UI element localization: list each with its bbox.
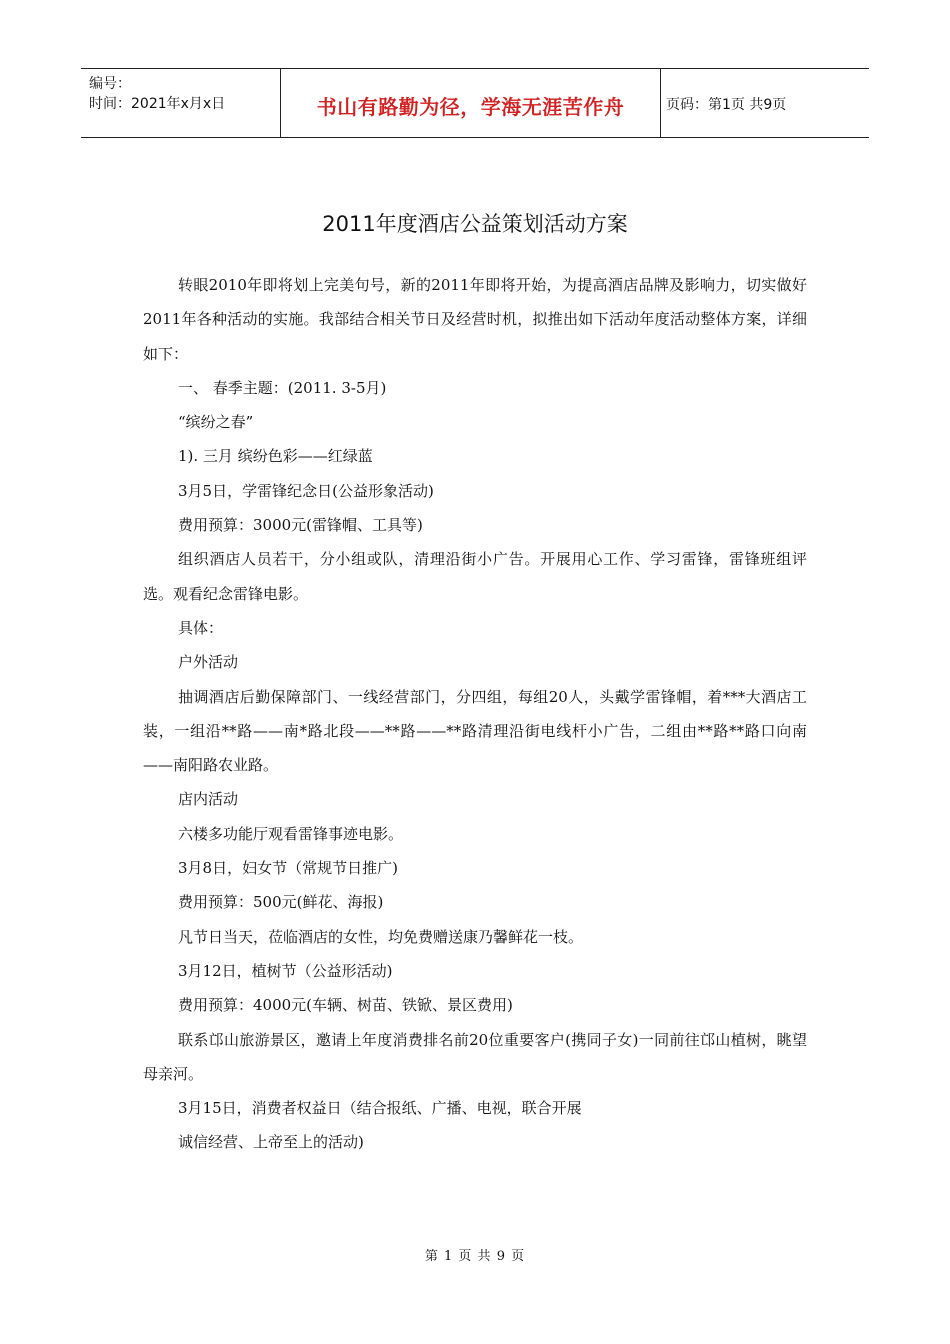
page-footer: 第 1 页 共 9 页 <box>424 1249 526 1264</box>
body-paragraph: 店内活动 <box>178 790 239 809</box>
time-label: 时间：2021年x月x日 <box>89 96 226 112</box>
body-paragraph: 一、 春季主题：(2011. 3-5月) <box>178 378 387 397</box>
body-paragraph: 费用预算：500元(鲜花、海报) <box>178 893 384 912</box>
body-paragraph: 转眼2010年即将划上完美句号，新的2011年即将开始，为提高酒店品牌及影响力，切实做好2011年各种活动的实施。我部结合相关节日及经营时机，拟推出如下活动年度活动整体方案，详细如下： <box>143 276 807 363</box>
document-header <box>81 68 869 138</box>
body-paragraph: 组织酒店人员若干，分小组或队，清理沿街小广告。开展用心工作、学习雷锋，雷锋班组评选。观看纪念雷锋电影。 <box>143 550 807 603</box>
document-body <box>143 268 807 1160</box>
body-paragraph: 六楼多功能厅观看雷锋事迹电影。 <box>178 824 404 843</box>
body-paragraph: 3月12日，植树节（公益形活动) <box>178 961 393 980</box>
body-paragraph: 3月15日，消费者权益日（结合报纸、广播、电视，联合开展 <box>178 1099 582 1118</box>
body-paragraph: 具体： <box>178 618 224 637</box>
body-paragraph: 3月8日，妇女节（常规节日推广) <box>178 859 398 878</box>
body-paragraph: 户外活动 <box>178 653 239 672</box>
document-title: 2011年度酒店公益策划活动方案 <box>322 212 628 236</box>
body-paragraph: 联系邙山旅游景区，邀请上年度消费排名前20位重要客户(携同子女)一同前往邙山植树，眺望母亲河。 <box>143 1030 807 1083</box>
body-paragraph: 费用预算：4000元(车辆、树苗、铁锨、景区费用) <box>178 996 513 1015</box>
header-page-info: 页码：第1页 共9页 <box>666 97 787 113</box>
header-meta <box>81 69 279 137</box>
header-motto: 书山有路勤为径，学海无涯苦作舟 <box>316 94 625 119</box>
header-page-cell <box>660 69 869 137</box>
number-label: 编号： <box>89 76 131 92</box>
body-paragraph: 诚信经营、上帝至上的活动) <box>178 1133 364 1152</box>
body-paragraph: 3月5日，学雷锋纪念日(公益形象活动) <box>178 481 434 500</box>
header-motto-cell <box>280 69 661 137</box>
body-paragraph: 1). 三月 缤纷色彩——红绿蓝 <box>178 447 373 466</box>
body-paragraph: 凡节日当天，莅临酒店的女性，均免费赠送康乃馨鲜花一枝。 <box>178 927 584 946</box>
body-paragraph: 抽调酒店后勤保障部门、一线经营部门，分四组，每组20人，头戴学雷锋帽，着***大酒店工装，一组沿**路——南*路北段——**路——**路清理沿街电线杆小广告，二组由**路**路口向南——南阳路农业路。 <box>143 687 807 775</box>
body-paragraph: “缤纷之春” <box>178 413 254 432</box>
body-paragraph: 费用预算：3000元(雷锋帽、工具等) <box>178 516 423 535</box>
